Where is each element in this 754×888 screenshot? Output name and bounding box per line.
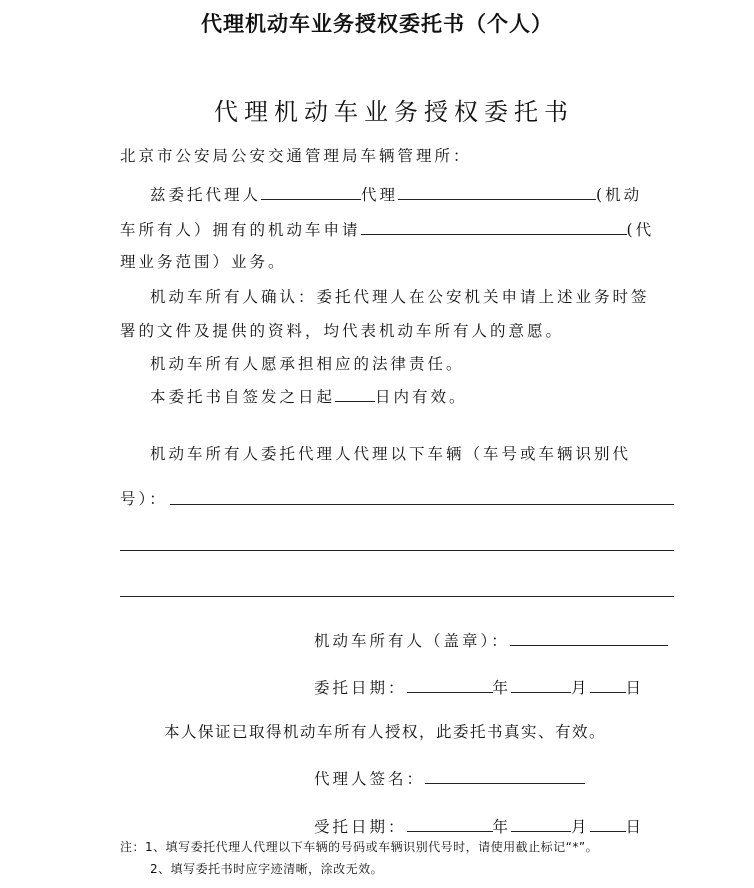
accept-day-blank[interactable] (590, 817, 626, 832)
vehicle-blank-1[interactable] (170, 504, 674, 505)
delegation-line-2 (120, 218, 654, 240)
entrust-year-label: 年 (492, 679, 512, 697)
owner-seal-blank[interactable] (510, 631, 668, 646)
delegation-text-4: 车所有人）拥有的机动车申请 (120, 221, 361, 239)
confirm-line-1: 机动车所有人确认：委托代理人在公安机关申请上述业务时签 (150, 288, 650, 306)
liability-line: 机动车所有人愿承担相应的法律责任。 (150, 355, 465, 373)
entrust-day-label: 日 (625, 679, 645, 697)
vehicle-blank-2[interactable] (120, 550, 674, 551)
guarantee-line: 本人保证已取得机动车所有人授权，此委托书真实、有效。 (164, 723, 607, 741)
accept-month-blank[interactable] (511, 817, 571, 832)
note-1: 注：1、填写委托代理人代理以下车辆的号码或车辆识别代号时，请使用截止标记“*”。 (120, 840, 599, 854)
validity-text-after: 日内有效。 (375, 388, 468, 406)
vehicle-line-1: 机动车所有人委托代理人代理以下车辆（车号或车辆识别代 (150, 445, 632, 463)
entrust-day-blank[interactable] (590, 678, 626, 693)
accept-year-label: 年 (492, 818, 512, 836)
agent-signature-blank[interactable] (425, 769, 585, 784)
entrust-date-label: 委托日期： (314, 679, 407, 697)
entrust-month-blank[interactable] (511, 678, 571, 693)
accept-month-label: 月 (571, 818, 590, 836)
agent-sign-label: 代理人签名： (314, 770, 426, 788)
delegation-text-1: 兹委托代理人 (150, 186, 262, 204)
validity-text-before: 本委托书自签发之日起 (150, 388, 336, 406)
entrust-month-label: 月 (571, 679, 590, 697)
delegation-line-1 (150, 183, 642, 205)
delegation-text-2: 代理 (361, 186, 399, 204)
agent-name-blank[interactable] (261, 185, 361, 200)
accept-year-blank[interactable] (407, 817, 493, 832)
agent-sign-line (314, 767, 585, 789)
accept-day-label: 日 (625, 818, 645, 836)
validity-days-blank[interactable] (335, 387, 375, 402)
owner-name-blank[interactable] (398, 185, 596, 200)
validity-line (150, 385, 468, 407)
owner-sign-line (314, 629, 668, 651)
document-title: 代理机动车业务授权委托书 (214, 98, 574, 126)
business-scope-blank[interactable] (361, 220, 627, 235)
delegation-text-3: (机动 (596, 186, 643, 204)
authorization-document (104, 62, 704, 888)
delegation-text-5: (代 (626, 221, 655, 239)
delegation-line-3: 理业务范围）业务。 (120, 253, 287, 271)
confirm-line-2: 署的文件及提供的资料，均代表机动车所有人的意愿。 (120, 322, 565, 340)
entrust-year-blank[interactable] (407, 678, 493, 693)
vehicle-line-2: 号）： (120, 490, 168, 508)
note-2: 2、填写委托书时应字迹清晰，涂改无效。 (150, 862, 384, 876)
page-title: 代理机动车业务授权委托书（个人） (201, 12, 553, 36)
accept-date-line (314, 815, 644, 837)
addressee: 北京市公安局公安交通管理局车辆管理所： (120, 147, 472, 165)
entrust-date-line (314, 676, 644, 698)
owner-sign-label: 机动车所有人（盖章）： (314, 632, 510, 650)
vehicle-blank-3[interactable] (120, 596, 674, 597)
accept-date-label: 受托日期： (314, 818, 407, 836)
